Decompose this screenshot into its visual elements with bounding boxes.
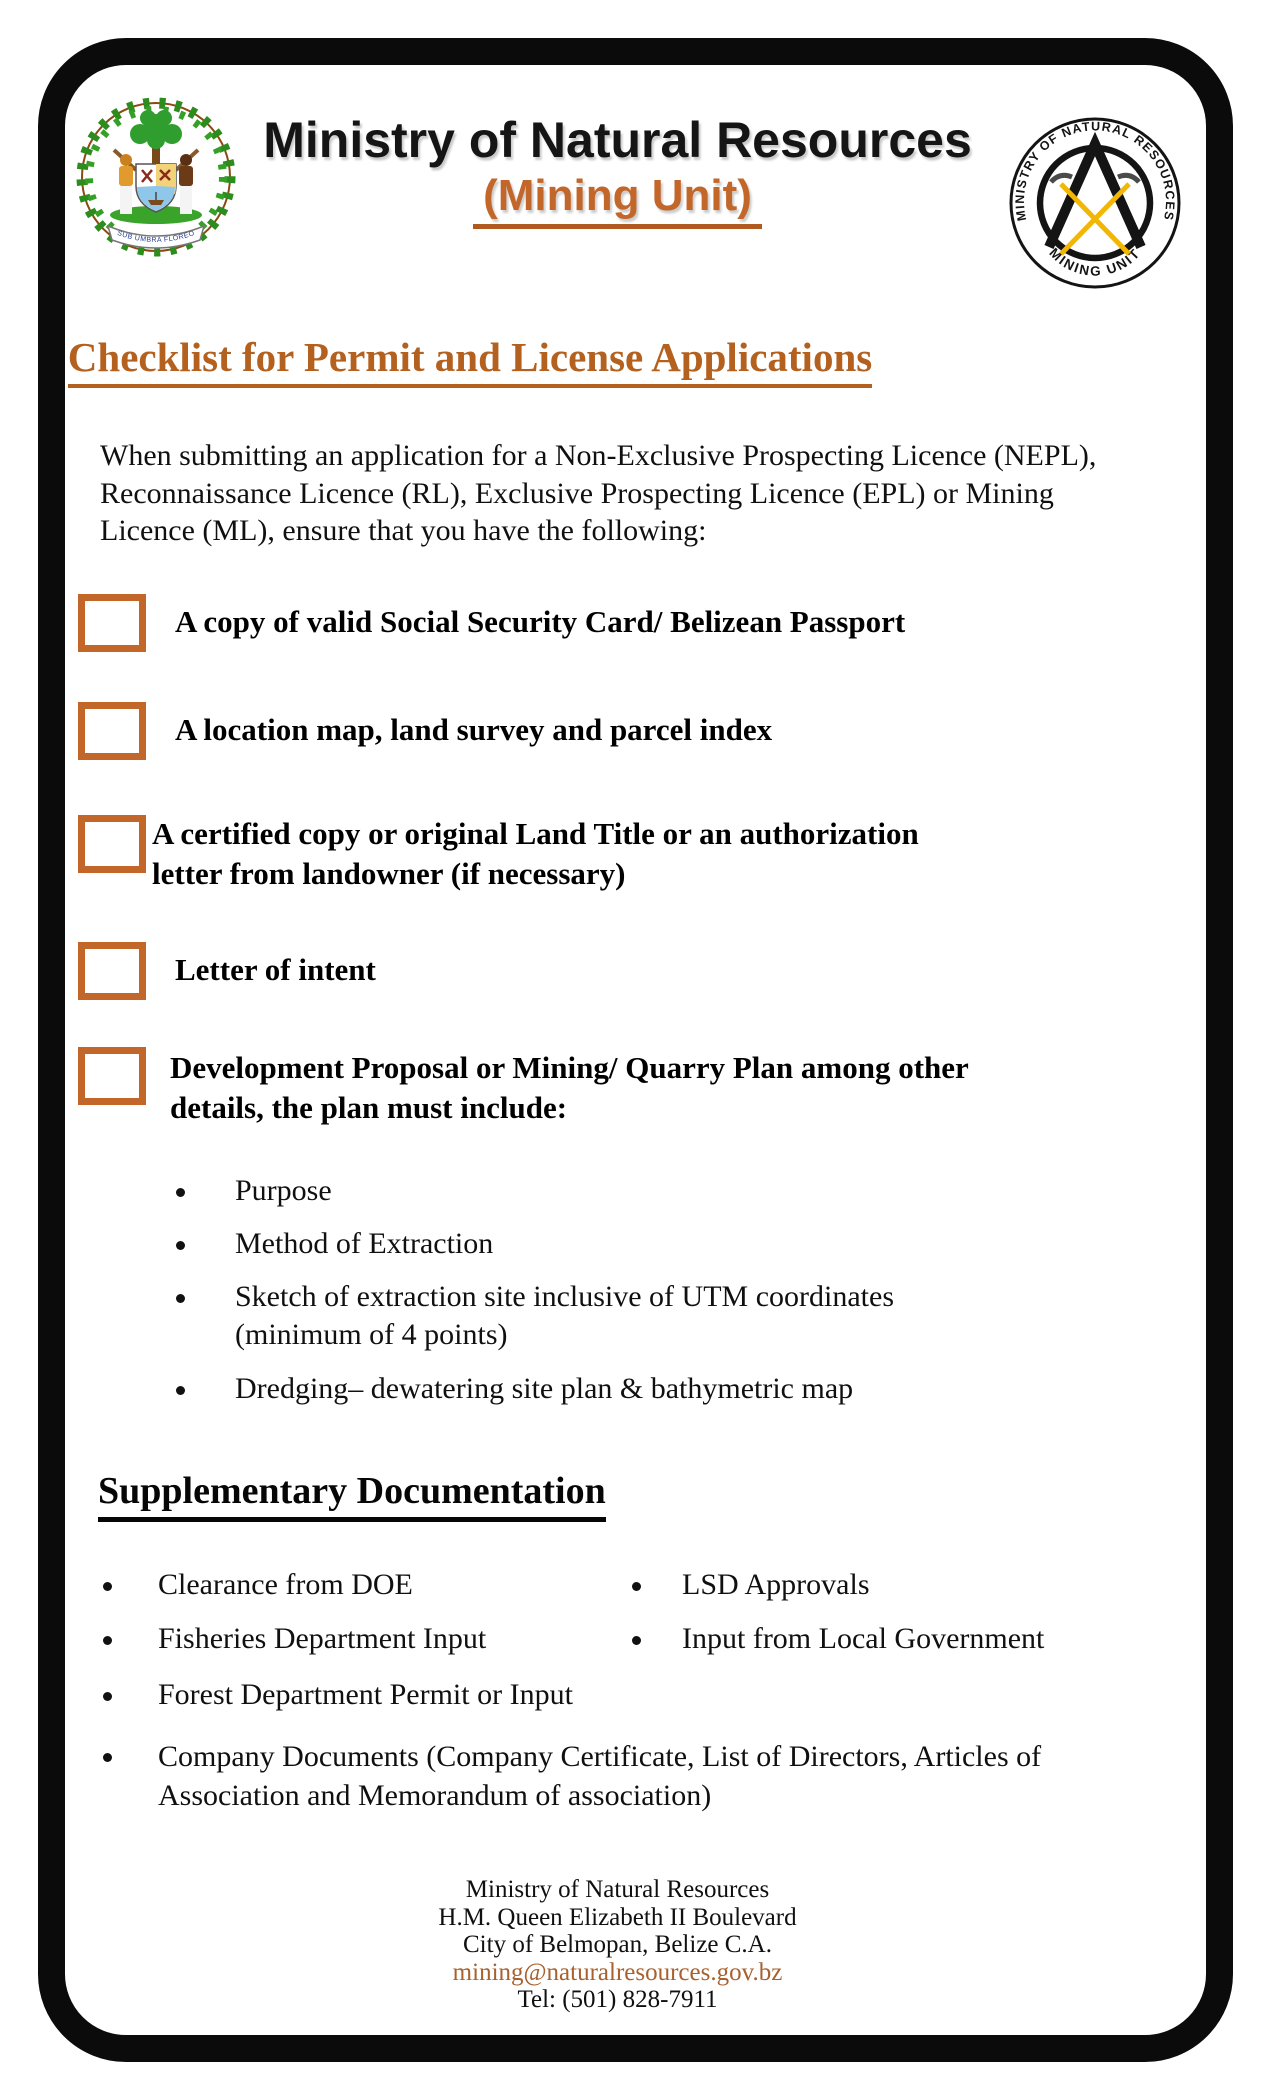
supplementary-heading: Supplementary Documentation	[98, 1468, 606, 1522]
bullet-icon	[103, 1636, 112, 1645]
bullet-icon	[176, 1386, 185, 1395]
bullet-icon	[103, 1692, 112, 1701]
checklist-item-label: A location map, land survey and parcel index	[175, 712, 773, 747]
checkbox-letter-of-intent[interactable]	[78, 942, 146, 1000]
supplementary-item: LSD Approvals	[682, 1568, 870, 1601]
plan-detail-item: Sketch of extraction site inclusive of UTM coordinates (minimum of 4 points)	[235, 1280, 894, 1351]
checkbox-social-security[interactable]	[78, 594, 146, 652]
plan-detail-item: Dredging– dewatering site plan & bathymetric map	[235, 1372, 854, 1405]
mining-unit-subtitle: (Mining Unit)	[473, 170, 762, 229]
bullet-icon	[103, 1753, 112, 1762]
bullet-icon	[632, 1582, 641, 1591]
mining-seal-top-text: MINISTRY OF NATURAL RESOURCES	[1012, 119, 1178, 223]
intro-line: When submitting an application for a Non-Exclusive Prospecting Licence (NEPL),	[100, 439, 1097, 472]
supplementary-item: Forest Department Permit or Input	[158, 1678, 573, 1711]
footer-email-link[interactable]: mining@naturalresources.gov.bz	[452, 1958, 783, 1986]
bullet-icon	[176, 1188, 185, 1197]
plan-detail-item: Purpose	[235, 1174, 332, 1207]
bullet-icon	[176, 1241, 185, 1250]
mining-unit-seal-logo	[1006, 114, 1184, 292]
supplementary-item: Input from Local Government	[682, 1622, 1045, 1655]
footer-contact-block	[160, 1876, 1075, 2014]
footer-address: H.M. Queen Elizabeth II Boulevard	[438, 1903, 797, 1931]
checklist-item-label: Development Proposal or Mining/ Quarry Plan among other details, the plan must include:	[170, 1050, 969, 1125]
checkbox-development-proposal[interactable]	[78, 1047, 146, 1105]
mining-seal-bottom-text: MINING UNIT	[1046, 245, 1144, 279]
intro-line: Reconnaissance Licence (RL), Exclusive Prospecting Licence (EPL) or Mining	[100, 476, 1054, 510]
supplementary-item: Fisheries Department Input	[158, 1622, 487, 1655]
checklist-item-label: Letter of intent	[175, 952, 376, 987]
intro-line: Licence (ML), ensure that you have the following:	[100, 514, 707, 547]
checkbox-location-map[interactable]	[78, 702, 146, 760]
bullet-icon	[103, 1582, 112, 1591]
checklist-item-label: A copy of valid Social Security Card/ Belizean Passport	[175, 604, 906, 639]
checkbox-land-title[interactable]	[78, 815, 146, 873]
footer-ministry: Ministry of Natural Resources	[465, 1876, 770, 1903]
footer-phone: Tel: (501) 828-7911	[517, 1986, 718, 2014]
footer-city: City of Belmopan, Belize C.A.	[463, 1931, 772, 1959]
belize-coat-of-arms-logo	[74, 88, 238, 266]
supplementary-item: Company Documents (Company Certificate, List of Directors, Articles of Association and Memorandum of association)	[158, 1740, 1042, 1812]
coat-of-arms-motto: SUB UMBRA FLOREO	[116, 229, 196, 245]
ministry-title: Ministry of Natural Resources	[263, 112, 972, 168]
page-title: Checklist for Permit and License Applications	[68, 333, 872, 388]
intro-paragraph	[100, 437, 1096, 550]
bullet-icon	[176, 1294, 185, 1303]
supplementary-item: Clearance from DOE	[158, 1568, 413, 1601]
plan-detail-item: Method of Extraction	[235, 1227, 494, 1260]
bullet-icon	[632, 1636, 641, 1645]
checklist-item-label: A certified copy or original Land Title or an authorization letter from landowner (if necessary)	[152, 816, 919, 891]
header	[225, 110, 1010, 229]
